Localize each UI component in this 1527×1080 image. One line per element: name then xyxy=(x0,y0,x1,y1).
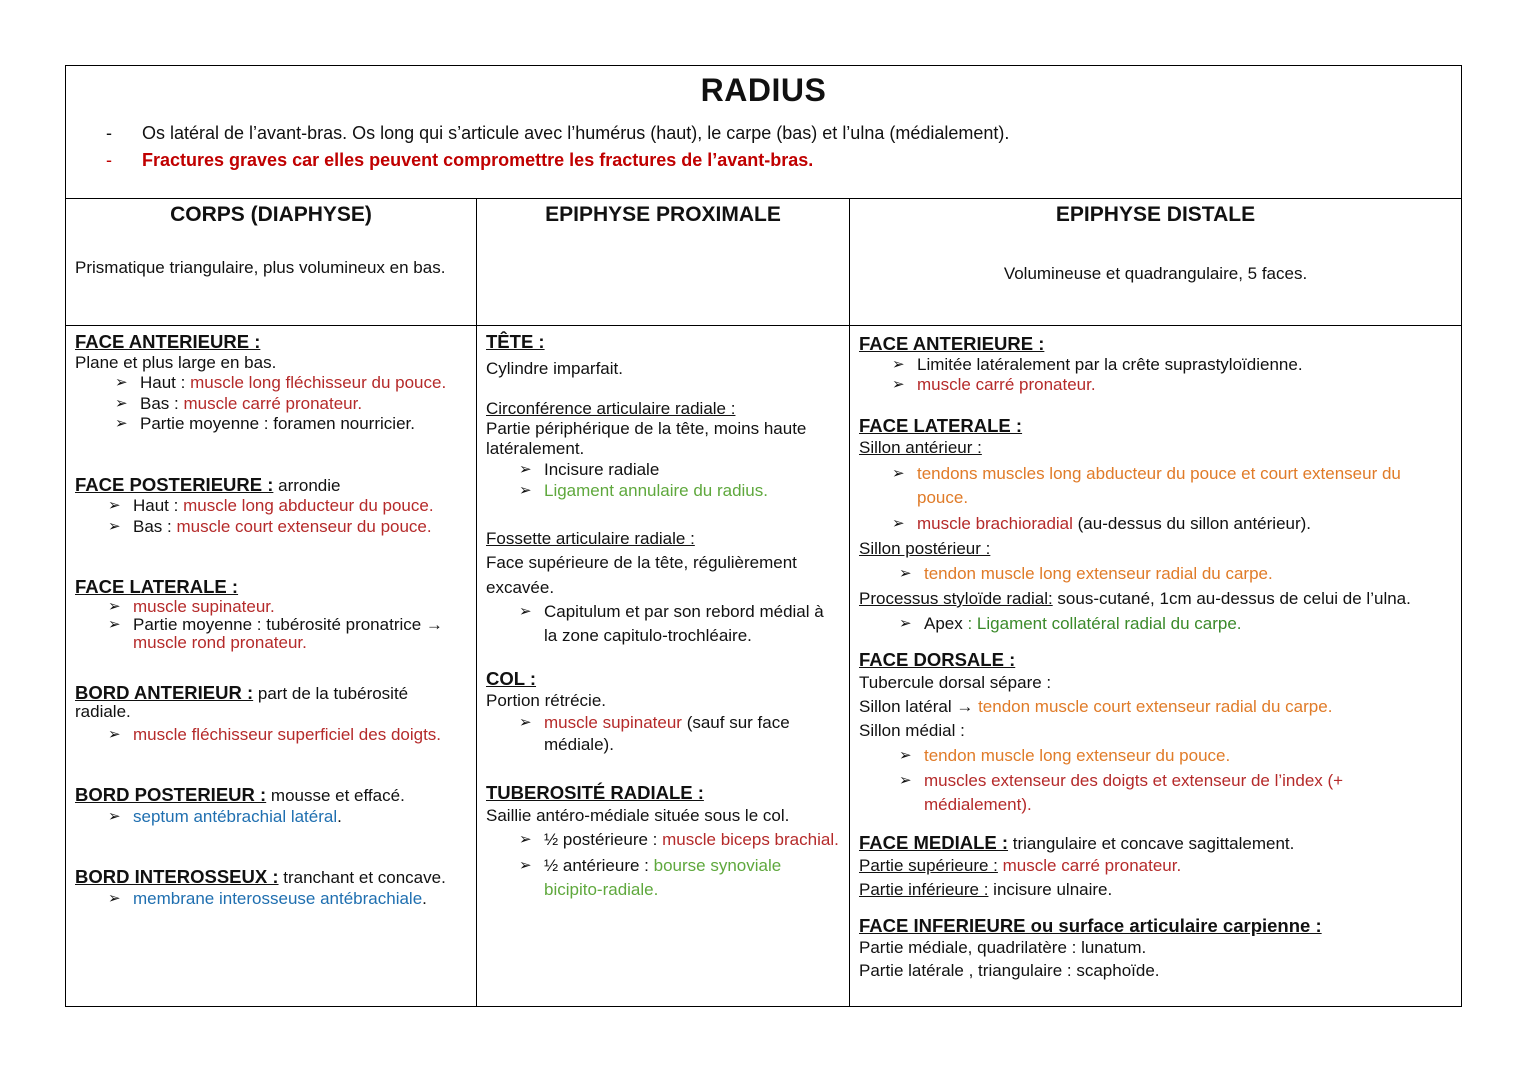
bullet xyxy=(486,854,840,902)
text: incisure ulnaire. xyxy=(988,880,1113,899)
section-title: FACE MEDIALE : xyxy=(859,831,1009,853)
subsection-title: Circonférence articulaire radiale : xyxy=(486,399,736,418)
header xyxy=(66,66,1461,199)
column-title: EPIPHYSE PROXIMALE xyxy=(545,203,781,226)
bullet xyxy=(486,481,840,501)
arrow-bullet-icon: ➢ xyxy=(115,394,128,412)
label: Partie supérieure : xyxy=(859,856,998,875)
value: muscle brachioradial xyxy=(917,514,1073,533)
subsection-title: Processus styloïde radial: xyxy=(859,589,1053,608)
value: : Ligament collatéral radial du carpe. xyxy=(967,614,1242,633)
arrow-bullet-icon: ➢ xyxy=(108,497,121,514)
text: Cylindre imparfait. xyxy=(486,359,623,378)
subsection-title: Fossette articulaire radiale : xyxy=(486,529,695,548)
intro-bullet-warning: - Fractures graves car elles peuvent compromettre les fractures de l’avant-bras. xyxy=(106,147,1009,174)
column-proximale xyxy=(477,198,850,1006)
value: muscle court extenseur du pouce. xyxy=(176,516,432,536)
text: arrondie xyxy=(273,475,341,495)
bullet xyxy=(75,373,467,394)
bullet xyxy=(859,562,1452,586)
arrow-bullet-icon: ➢ xyxy=(899,771,912,789)
value: muscle long abducteur du pouce. xyxy=(183,496,434,515)
intro-list xyxy=(106,120,1009,174)
bullet xyxy=(859,375,1452,396)
section-title: TÊTE : xyxy=(486,331,545,352)
text: Face supérieure de la tête, régulièrement excavée. xyxy=(486,553,797,597)
arrow-bullet-icon: ➢ xyxy=(892,376,905,393)
value: muscle carré pronateur. xyxy=(997,856,1182,875)
arrow-bullet-icon: ➢ xyxy=(108,517,121,535)
section-title: FACE LATERALE : xyxy=(859,414,1023,436)
label: Haut : xyxy=(140,373,191,392)
bullet: ➢ membrane interosseuse antébrachiale. xyxy=(108,888,427,908)
column-header xyxy=(66,198,476,326)
value: bourse synoviale bicipito-radiale. xyxy=(544,856,782,899)
label: Sillon latéral → xyxy=(859,696,979,716)
text: Partie médiale, quadrilatère : lunatum. xyxy=(859,937,1147,957)
section-title: BORD POSTERIEUR : xyxy=(75,784,267,805)
arrow-bullet-icon: ➢ xyxy=(899,565,912,582)
text: Saillie antéro-médiale située sous le col. xyxy=(486,806,790,825)
bullet xyxy=(75,394,467,415)
text: Partie latérale , triangulaire : scaphoïde. xyxy=(859,960,1160,980)
bullet xyxy=(859,769,1452,817)
value: tendons muscles long abducteur du pouce et court extenseur du pouce. xyxy=(917,464,1401,507)
arrow-bullet-icon: ➢ xyxy=(519,857,532,874)
bullet xyxy=(859,355,1452,376)
value: Ligament annulaire du radius. xyxy=(544,481,768,500)
text: Limitée latéralement par la crête suprastyloïdienne. xyxy=(917,354,1303,374)
bullet xyxy=(75,496,467,517)
text: Partie périphérique de la tête, moins haute latéralement. xyxy=(486,419,807,458)
bullet xyxy=(859,612,1452,636)
text: Capitulum et par son rebord médial à la zone capitulo-trochléaire. xyxy=(544,602,824,645)
value: muscle carré pronateur. xyxy=(917,375,1096,394)
text: (sauf sur face médiale). xyxy=(544,713,790,754)
section-title: FACE ANTERIEURE : xyxy=(75,331,261,352)
column-desc: Prismatique triangulaire, plus volumineux en bas. xyxy=(75,258,446,277)
value: muscle biceps brachial. xyxy=(662,830,839,849)
text: tranchant et concave. xyxy=(278,868,446,887)
label: Haut : xyxy=(133,496,184,515)
arrow-bullet-icon: ➢ xyxy=(899,746,912,764)
arrow-bullet-icon: ➢ xyxy=(519,603,532,620)
bullet xyxy=(859,512,1452,536)
bullet: ➢ septum antébrachial latéral. xyxy=(108,806,342,826)
bullet xyxy=(486,828,840,852)
page-title: RADIUS xyxy=(700,72,827,108)
arrow-bullet-icon: ➢ xyxy=(108,725,121,743)
text: triangulaire et concave sagittalement. xyxy=(1008,833,1295,853)
arrow-bullet-icon: ➢ xyxy=(115,415,128,432)
bullet xyxy=(75,725,467,746)
column-desc: Volumineuse et quadrangulaire, 5 faces. xyxy=(1003,264,1308,283)
value: septum antébrachial latéral xyxy=(133,806,338,826)
bullet xyxy=(75,598,467,616)
value: muscle long fléchisseur du pouce. xyxy=(190,373,447,392)
section-title: COL : xyxy=(486,668,537,689)
text: part de la tubérosité radiale. xyxy=(75,683,409,721)
text: Tubercule dorsal sépare : xyxy=(859,672,1052,692)
column-corps xyxy=(66,198,477,1006)
arrow-bullet-icon: ➢ xyxy=(519,831,532,848)
intro-text: Os latéral de l’avant-bras. Os long qui s’articule avec l’humérus (haut), le carpe (bas) et l’ulna (médialement). xyxy=(142,123,1010,143)
section-title: FACE POSTERIEURE : xyxy=(75,473,274,495)
text: Partie moyenne : foramen nourricier. xyxy=(140,414,415,433)
value: muscles extenseur des doigts et extenseur de l’index (+ médialement). xyxy=(924,770,1344,814)
section-title: FACE ANTERIEURE : xyxy=(859,333,1045,354)
value: membrane interosseuse antébrachiale xyxy=(133,888,423,908)
arrow-bullet-icon: ➢ xyxy=(892,465,905,482)
text: Incisure radiale xyxy=(544,460,660,479)
section-title: TUBEROSITÉ RADIALE : xyxy=(486,782,704,803)
column-header xyxy=(850,198,1461,326)
label: Bas : xyxy=(140,393,184,413)
column-body xyxy=(66,326,476,909)
arrow-bullet-icon: ➢ xyxy=(892,515,905,532)
text: mousse et effacé. xyxy=(266,786,405,805)
bullet xyxy=(486,600,840,648)
bullet xyxy=(859,462,1452,510)
label: Bas : xyxy=(133,516,177,536)
arrow-bullet-icon: ➢ xyxy=(115,374,128,391)
text: sous-cutané, 1cm au-dessus de celui de l’ulna. xyxy=(1052,589,1411,608)
column-title: EPIPHYSE DISTALE xyxy=(1055,203,1256,226)
arrow-bullet-icon: ➢ xyxy=(519,461,532,478)
warning-text: Fractures graves car elles peuvent compromettre les fractures de l’avant-bras. xyxy=(142,150,814,170)
label: ½ antérieure : xyxy=(544,856,654,875)
arrow-bullet-icon: ➢ xyxy=(108,597,121,615)
value: muscle carré pronateur. xyxy=(183,393,363,413)
column-body xyxy=(477,326,849,902)
column-body xyxy=(850,326,1461,983)
text: Sillon médial : xyxy=(859,720,965,740)
section-title: BORD INTEROSSEUX : xyxy=(75,866,279,887)
label: Partie moyenne : tubérosité pronatrice → xyxy=(133,614,443,634)
column-title: CORPS (DIAPHYSE) xyxy=(170,203,372,226)
label: Partie inférieure : xyxy=(859,880,989,899)
bullet xyxy=(75,414,467,435)
bullet xyxy=(486,712,840,756)
bullet xyxy=(859,744,1452,768)
arrow-bullet-icon: ➢ xyxy=(899,615,912,632)
value: muscle supinateur xyxy=(544,713,682,732)
value: muscle fléchisseur superficiel des doigts. xyxy=(133,724,442,744)
value: muscle supinateur. xyxy=(133,596,275,616)
section-title: BORD ANTERIEUR : xyxy=(75,681,254,703)
arrow-bullet-icon: ➢ xyxy=(519,482,532,499)
label: Apex xyxy=(924,614,968,633)
label: ½ postérieure : xyxy=(544,830,663,849)
text: Portion rétrécie. xyxy=(486,691,606,710)
arrow-bullet-icon: ➢ xyxy=(519,714,532,731)
section-title: FACE DORSALE : xyxy=(859,649,1016,670)
bullet xyxy=(486,459,840,481)
radius-table xyxy=(65,65,1462,1007)
arrow-bullet-icon: ➢ xyxy=(892,355,905,373)
bullet xyxy=(75,616,467,652)
arrow-bullet-icon: ➢ xyxy=(108,615,121,633)
section-title: FACE LATERALE : xyxy=(75,576,239,597)
column-distale xyxy=(850,198,1461,1006)
intro-bullet: - Os latéral de l’avant-bras. Os long qui s’articule avec l’humérus (haut), le carpe (bas) et l’ulna (médialement). xyxy=(106,120,1009,147)
value: tendon muscle court extenseur radial du carpe. xyxy=(978,696,1333,716)
text: Plane et plus large en bas. xyxy=(75,352,277,372)
value: tendon muscle long extenseur radial du carpe. xyxy=(924,564,1273,583)
value: muscle rond pronateur. xyxy=(133,632,307,652)
value: tendon muscle long extenseur du pouce. xyxy=(924,745,1231,765)
subsection-title: Sillon antérieur : xyxy=(859,438,982,457)
text: (au-dessus du sillon antérieur). xyxy=(1072,514,1312,533)
arrow-bullet-icon: ➢ xyxy=(108,807,121,825)
column-header xyxy=(477,198,849,326)
subsection-title: Sillon postérieur : xyxy=(859,539,991,558)
section-title: FACE INFERIEURE ou surface articulaire carpienne : xyxy=(859,915,1322,936)
arrow-bullet-icon: ➢ xyxy=(108,889,121,907)
bullet xyxy=(75,517,467,538)
